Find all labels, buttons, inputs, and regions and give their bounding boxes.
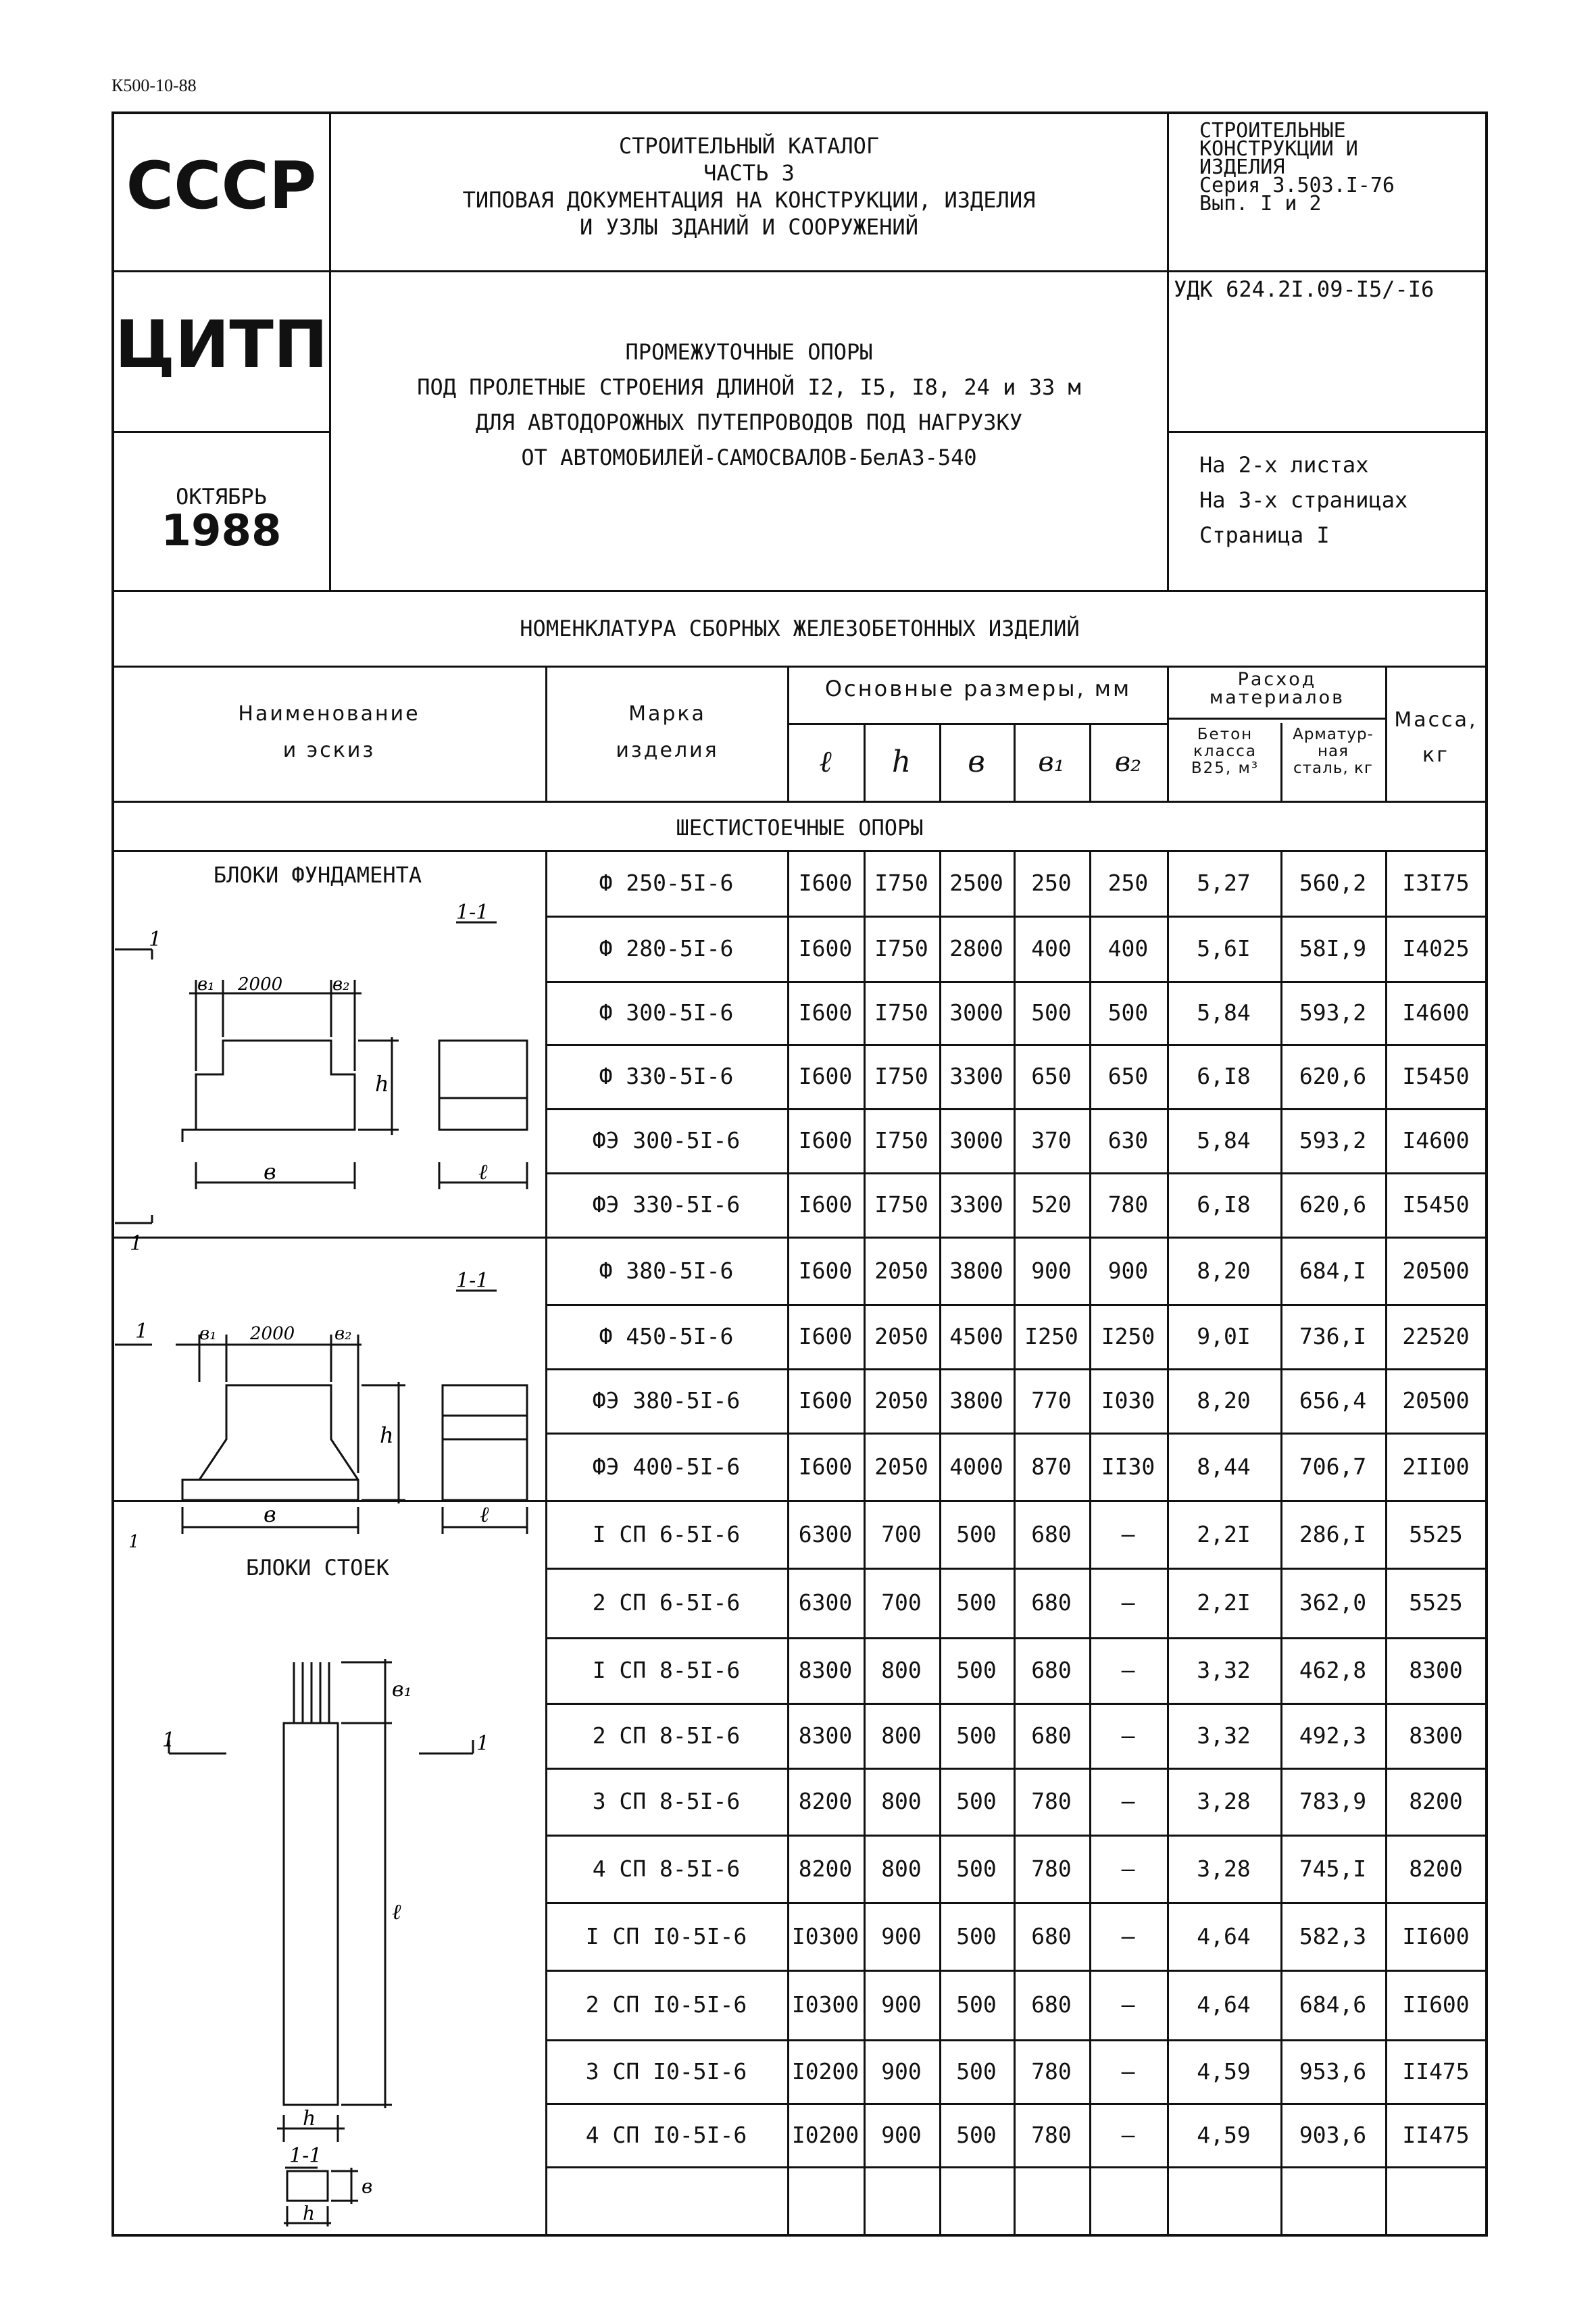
table-cell: 8300 (798, 1722, 853, 1749)
title-line: ДЛЯ АВТОДОРОЖНЫХ ПУТЕПРОВОДОВ ПОД НАГРУЗКУ (475, 409, 1023, 435)
grid-line (1014, 723, 1016, 801)
title-line: ОТ АВТОМОБИЛЕЙ-САМОСВАЛОВ-БелАЗ-540 (521, 445, 977, 470)
table-cell: 900 (1107, 1257, 1149, 1284)
product-mark: ФЭ 380-5I-6 (592, 1387, 741, 1414)
catalog-line: ТИПОВАЯ ДОКУМЕНТАЦИЯ НА КОНСТРУКЦИИ, ИЗДЕЛИЯ (462, 187, 1036, 213)
table-cell: 870 (1031, 1453, 1072, 1480)
table-cell: I600 (798, 999, 853, 1026)
table-cell: 3,32 (1197, 1657, 1251, 1683)
series-line: СТРОИТЕЛЬНЫЕ (1199, 119, 1346, 143)
table-cell: I0300 (791, 1922, 859, 1949)
col-header-line: сталь, кг (1293, 760, 1373, 777)
title-line: ПРОМЕЖУТОЧНЫЕ ОПОРЫ (625, 339, 873, 365)
table-cell: I600 (798, 1453, 853, 1480)
dim-l-header: ℓ (819, 745, 832, 779)
table-cell: 4000 (949, 1453, 1003, 1480)
table-cell: II30 (1101, 1453, 1155, 1480)
table-cell: I0200 (791, 2058, 859, 2085)
table-cell: I5450 (1402, 1191, 1470, 1218)
table-cell: – (1121, 1589, 1135, 1616)
table-cell: 8200 (798, 1855, 853, 1882)
product-mark: Ф 330-5I-6 (599, 1063, 734, 1089)
table-cell: 903,6 (1299, 2121, 1367, 2148)
table-cell: – (1121, 2121, 1135, 2148)
table-cell: 800 (881, 1657, 922, 1683)
table-cell: I750 (874, 935, 928, 962)
table-cell: 5525 (1409, 1589, 1463, 1616)
table-cell: 736,I (1299, 1323, 1367, 1349)
table-cell: – (1121, 1520, 1135, 1547)
grid-line (864, 723, 866, 801)
header-divider (1167, 113, 1169, 590)
dim-b-header: в (968, 745, 985, 779)
foundation-sketch-1 (115, 892, 544, 1257)
table-cell: 4,64 (1197, 1991, 1251, 2018)
dim-b1-header: в₁ (1038, 746, 1065, 778)
dim-b2: в₂ (332, 974, 350, 995)
table-cell: – (1121, 1922, 1135, 1949)
table-cell: 500 (956, 1589, 997, 1616)
product-mark: I СП 6-5I-6 (592, 1520, 741, 1547)
product-mark: I СП I0-5I-6 (585, 1922, 747, 1949)
col-header-line: и эскиз (282, 739, 376, 762)
table-cell: 706,7 (1299, 1453, 1367, 1480)
col-header-line: Масса, (1394, 708, 1478, 732)
dim-b1: в₁ (392, 1678, 412, 1701)
dim-b: в (361, 2175, 373, 2197)
issue-year: 1988 (161, 506, 282, 556)
table-cell: 780 (1031, 1788, 1072, 1814)
col-header-line: Арматур- (1293, 726, 1374, 743)
table-cell: II475 (1402, 2058, 1470, 2085)
dim-b2: в₂ (334, 1324, 352, 1344)
table-cell: 8200 (798, 1788, 853, 1814)
table-cell: 4,59 (1197, 2058, 1251, 2085)
table-cell: 780 (1031, 1855, 1072, 1882)
table-cell: – (1121, 1991, 1135, 2018)
table-cell: 6,I8 (1197, 1063, 1251, 1089)
table-cell: 500 (956, 1991, 997, 2018)
product-mark: Ф 250-5I-6 (599, 870, 734, 896)
table-cell: 630 (1107, 1127, 1149, 1153)
product-mark: ФЭ 330-5I-6 (592, 1191, 741, 1218)
table-cell: 2800 (949, 935, 1003, 962)
col-header-line: Расход (1237, 669, 1317, 690)
catalog-line: И УЗЛЫ ЗДАНИЙ И СООРУЖЕНИЙ (580, 214, 918, 240)
table-cell: – (1121, 1788, 1135, 1814)
table-cell: 800 (881, 1722, 922, 1749)
table-cell: 680 (1031, 1722, 1072, 1749)
table-cell: 500 (956, 1922, 997, 1949)
table-cell: 650 (1031, 1063, 1072, 1089)
table-cell: 3,32 (1197, 1722, 1251, 1749)
product-mark: ФЭ 300-5I-6 (592, 1127, 741, 1153)
table-cell: 900 (881, 2058, 922, 2085)
table-cell: 8300 (1409, 1722, 1463, 1749)
group-columns-label: БЛОКИ СТОЕК (246, 1555, 389, 1580)
table-cell: 9,0I (1197, 1323, 1251, 1349)
table-cell: I750 (874, 999, 928, 1026)
header-divider (113, 590, 1487, 592)
grid-line (1167, 718, 1385, 720)
col-header-mark (547, 696, 787, 769)
product-mark: Ф 300-5I-6 (599, 999, 734, 1026)
series-info (1199, 119, 1483, 216)
table-cell: – (1121, 1855, 1135, 1882)
table-cell: I600 (798, 1063, 853, 1089)
sheets-line: На 3-х страницах (1199, 487, 1408, 513)
table-cell: 500 (1107, 999, 1149, 1026)
section-mark: 1 (128, 1532, 140, 1552)
table-cell: 8300 (1409, 1657, 1463, 1683)
grid-line (939, 723, 941, 801)
table-cell: I5450 (1402, 1063, 1470, 1089)
table-cell: 900 (881, 2121, 922, 2148)
table-cell: 6,I8 (1197, 1191, 1251, 1218)
col-header-line: материалов (1209, 687, 1345, 708)
dim-h-header: h (891, 745, 912, 779)
col-header-concrete (1171, 726, 1279, 777)
table-cell: I250 (1024, 1323, 1078, 1349)
table-cell: I4600 (1402, 1127, 1470, 1153)
table-cell: 4,64 (1197, 1922, 1251, 1949)
table-cell: 560,2 (1299, 870, 1367, 896)
grid-line (113, 801, 1487, 803)
table-cell: 8300 (798, 1657, 853, 1683)
grid-line (1385, 666, 1387, 801)
table-cell: 8200 (1409, 1788, 1463, 1814)
series-line: Серия 3.503.I-76 (1199, 174, 1395, 197)
table-cell: 20500 (1402, 1257, 1470, 1284)
title-line: ПОД ПРОЛЕТНЫЕ СТРОЕНИЯ ДЛИНОЙ I2, I5, I8, 24 и 33 м (417, 374, 1081, 400)
table-cell: 8200 (1409, 1855, 1463, 1882)
table-cell: I0300 (791, 1991, 859, 2018)
table-cell: 500 (956, 2121, 997, 2148)
section-mark: 1-1 (456, 1270, 489, 1293)
table-cell: 900 (881, 1922, 922, 1949)
sheets-info (1199, 447, 1407, 553)
table-cell: II600 (1402, 1922, 1470, 1949)
series-line: ИЗДЕЛИЯ (1199, 155, 1285, 179)
table-cell: I600 (798, 1257, 853, 1284)
product-mark: 3 СП 8-5I-6 (592, 1788, 741, 1814)
table-cell: 3000 (949, 1127, 1003, 1153)
product-mark: I СП 8-5I-6 (592, 1657, 741, 1683)
table-cell: I750 (874, 1063, 928, 1089)
dim-b1: в₁ (199, 1324, 217, 1344)
dim-h: h (380, 1422, 394, 1448)
table-cell: 770 (1031, 1387, 1072, 1414)
table-cell: 650 (1107, 1063, 1149, 1089)
table-cell: I0200 (791, 2121, 859, 2148)
product-mark: Ф 380-5I-6 (599, 1257, 734, 1284)
table-cell: I750 (874, 1191, 928, 1218)
table-cell: 3300 (949, 1063, 1003, 1089)
dim-h: h (375, 1071, 389, 1097)
table-cell: I4600 (1402, 999, 1470, 1026)
dim-2000: 2000 (238, 974, 283, 995)
table-cell: I600 (798, 935, 853, 962)
table-cell: 593,2 (1299, 999, 1367, 1026)
table-cell: 2II00 (1402, 1453, 1470, 1480)
product-mark: 3 СП I0-5I-6 (585, 2058, 747, 2085)
catalog-title (331, 132, 1167, 241)
product-mark: ФЭ 400-5I-6 (592, 1453, 741, 1480)
product-mark: 2 СП 8-5I-6 (592, 1722, 741, 1749)
table-cell: 783,9 (1299, 1788, 1367, 1814)
org-citp: ЦИТП (115, 307, 328, 382)
table-cell: 680 (1031, 1922, 1072, 1949)
table-cell: 8,20 (1197, 1257, 1251, 1284)
table-cell: 250 (1031, 870, 1072, 896)
table-cell: – (1121, 1722, 1135, 1749)
table-cell: I250 (1101, 1323, 1155, 1349)
dim-b1: в₁ (197, 974, 215, 995)
col-header-line: В25, м³ (1191, 760, 1260, 777)
table-cell: 582,3 (1299, 1922, 1367, 1949)
section-title: ШЕСТИСТОЕЧНЫЕ ОПОРЫ (676, 815, 924, 841)
table-cell: 800 (881, 1788, 922, 1814)
grid-line (1280, 723, 1282, 801)
grid-line (787, 666, 789, 801)
table-cell: 5525 (1409, 1520, 1463, 1547)
table-cell: 900 (881, 1991, 922, 2018)
table-cell: 2050 (874, 1323, 928, 1349)
table-cell: 620,6 (1299, 1191, 1367, 1218)
table-cell: 286,I (1299, 1520, 1367, 1547)
table-cell: 593,2 (1299, 1127, 1367, 1153)
table-cell: 680 (1031, 1520, 1072, 1547)
table-cell: I600 (798, 1323, 853, 1349)
dim-b: в (264, 1501, 276, 1527)
table-cell: 500 (956, 1788, 997, 1814)
table-cell: – (1121, 2058, 1135, 2085)
table-cell: 2,2I (1197, 1520, 1251, 1547)
table-cell: 3800 (949, 1387, 1003, 1414)
table-cell: 500 (956, 1855, 997, 1882)
table-cell: II600 (1402, 1991, 1470, 2018)
table-cell: 780 (1031, 2121, 1072, 2148)
table-cell: I030 (1101, 1387, 1155, 1414)
table-cell: 462,8 (1299, 1657, 1367, 1683)
table-cell: 2050 (874, 1387, 928, 1414)
table-cell: 680 (1031, 1991, 1072, 2018)
series-line: Вып. I и 2 (1199, 192, 1322, 216)
table-cell: 492,3 (1299, 1722, 1367, 1749)
table-cell: 700 (881, 1520, 922, 1547)
table-cell: 5,27 (1197, 870, 1251, 896)
col-header-line: Бетон (1197, 726, 1253, 743)
product-mark: Ф 280-5I-6 (599, 935, 734, 962)
dim-l: ℓ (478, 1159, 488, 1185)
table-cell: I3I75 (1402, 870, 1470, 896)
table-cell: 500 (956, 1520, 997, 1547)
table-cell: 520 (1031, 1191, 1072, 1218)
table-cell: 362,0 (1299, 1589, 1367, 1616)
grid-line (545, 2166, 1487, 2168)
section-mark: 1 (476, 1732, 490, 1756)
header-divider (113, 270, 1487, 272)
grid-line (545, 666, 547, 801)
table-cell: 6300 (798, 1589, 853, 1616)
document-code: К500-10-88 (111, 76, 197, 95)
column-sketch (115, 1608, 544, 2230)
document-title (331, 334, 1167, 475)
table-cell: II475 (1402, 2121, 1470, 2148)
table-cell: 745,I (1299, 1855, 1367, 1882)
table-cell: 780 (1031, 2058, 1072, 2085)
table-cell: 500 (956, 1722, 997, 1749)
table-cell: 680 (1031, 1589, 1072, 1616)
table-cell: 370 (1031, 1127, 1072, 1153)
table-cell: I750 (874, 1127, 928, 1153)
header-divider (1167, 431, 1487, 433)
section-mark: 1 (162, 1728, 176, 1752)
table-cell: 500 (1031, 999, 1072, 1026)
product-mark: 4 СП I0-5I-6 (585, 2121, 747, 2148)
dim-b: в (264, 1159, 276, 1185)
table-cell: 250 (1107, 870, 1149, 896)
grid-line (1089, 723, 1091, 801)
grid-line (1167, 666, 1169, 801)
table-cell: 5,84 (1197, 1127, 1251, 1153)
product-mark: 2 СП 6-5I-6 (592, 1589, 741, 1616)
table-cell: I4025 (1402, 935, 1470, 962)
col-header-steel (1281, 726, 1385, 777)
table-cell: 6300 (798, 1520, 853, 1547)
section-mark: 1 (135, 1320, 149, 1343)
col-header-line: изделия (616, 739, 719, 762)
sheets-line: На 2-х листах (1199, 452, 1369, 478)
table-cell: 700 (881, 1589, 922, 1616)
table-cell: 620,6 (1299, 1063, 1367, 1089)
col-header-line: класса (1193, 743, 1257, 760)
table-cell: 8,20 (1197, 1387, 1251, 1414)
table-cell: 4,59 (1197, 2121, 1251, 2148)
dim-h: h (303, 2107, 316, 2131)
table-cell: 500 (956, 2058, 997, 2085)
table-cell: I600 (798, 870, 853, 896)
table-cell: 58I,9 (1299, 935, 1367, 962)
catalog-line: СТРОИТЕЛЬНЫЙ КАТАЛОГ (618, 133, 880, 159)
table-cell: 656,4 (1299, 1387, 1367, 1414)
table-cell: 680 (1031, 1657, 1072, 1683)
table-cell: 2500 (949, 870, 1003, 896)
table-cell: 800 (881, 1855, 922, 1882)
series-line: КОНСТРУКЦИИ И (1199, 137, 1358, 161)
col-header-line: Марка (628, 702, 706, 726)
table-cell: 3,28 (1197, 1855, 1251, 1882)
table-cell: 2050 (874, 1453, 928, 1480)
group-foundation-label: БЛОКИ ФУНДАМЕНТА (213, 862, 422, 888)
table-cell: 5,6I (1197, 935, 1251, 962)
dim-b2-header: в₂ (1114, 746, 1142, 778)
table-cell: 3300 (949, 1191, 1003, 1218)
table-cell: 684,I (1299, 1257, 1367, 1284)
table-cell: I600 (798, 1127, 853, 1153)
dim-2000: 2000 (250, 1324, 295, 1344)
table-title: НОМЕНКЛАТУРА СБОРНЫХ ЖЕЛЕЗОБЕТОННЫХ ИЗДЕЛИЙ (520, 616, 1080, 641)
table-cell: I600 (798, 1191, 853, 1218)
issue-month: ОКТЯБРЬ (176, 484, 267, 509)
table-cell: 3,28 (1197, 1788, 1251, 1814)
col-header-mass (1385, 703, 1487, 773)
table-cell: 22520 (1402, 1323, 1470, 1349)
grid-line (787, 723, 1167, 725)
table-cell: I600 (798, 1387, 853, 1414)
table-cell: 400 (1031, 935, 1072, 962)
dim-l: ℓ (480, 1501, 489, 1527)
org-ussr: СССР (126, 148, 317, 224)
table-cell: 5,84 (1197, 999, 1251, 1026)
table-cell: 900 (1031, 1257, 1072, 1284)
table-cell: 400 (1107, 935, 1149, 962)
table-cell: 500 (956, 1657, 997, 1683)
udk-code: УДК 624.2I.09-I5/-I6 (1174, 276, 1435, 302)
table-cell: I750 (874, 870, 928, 896)
section-mark: 1-1 (289, 2144, 322, 2168)
section-mark: 1 (149, 928, 162, 951)
dim-l: ℓ (392, 1899, 401, 1924)
header-divider (113, 431, 331, 433)
col-header-line: кг (1422, 743, 1449, 767)
col-header-dims: Основные размеры, мм (824, 676, 1132, 701)
sheets-line: Страница I (1199, 522, 1330, 548)
table-cell: 20500 (1402, 1387, 1470, 1414)
table-cell: 2050 (874, 1257, 928, 1284)
table-cell: 3000 (949, 999, 1003, 1026)
table-cell: 780 (1107, 1191, 1149, 1218)
col-header-line: ная (1318, 743, 1349, 760)
table-rule (113, 666, 1487, 668)
table-cell: 4500 (949, 1323, 1003, 1349)
section-mark: 1 (130, 1232, 143, 1255)
catalog-line: ЧАСТЬ 3 (703, 160, 795, 186)
table-cell: 3800 (949, 1257, 1003, 1284)
section-mark: 1-1 (456, 901, 489, 924)
foundation-sketch-2 (115, 1270, 544, 1554)
product-mark: 2 СП I0-5I-6 (585, 1991, 747, 2018)
product-mark: Ф 450-5I-6 (599, 1323, 734, 1349)
table-cell: 684,6 (1299, 1991, 1367, 2018)
col-header-consumption (1169, 670, 1385, 707)
dim-h: h (303, 2202, 316, 2224)
table-cell: – (1121, 1657, 1135, 1683)
table-cell: 2,2I (1197, 1589, 1251, 1616)
table-cell: 953,6 (1299, 2058, 1367, 2085)
col-header-name (113, 696, 545, 769)
product-mark: 4 СП 8-5I-6 (592, 1855, 741, 1882)
col-header-line: Наименование (238, 702, 420, 726)
table-cell: 8,44 (1197, 1453, 1251, 1480)
